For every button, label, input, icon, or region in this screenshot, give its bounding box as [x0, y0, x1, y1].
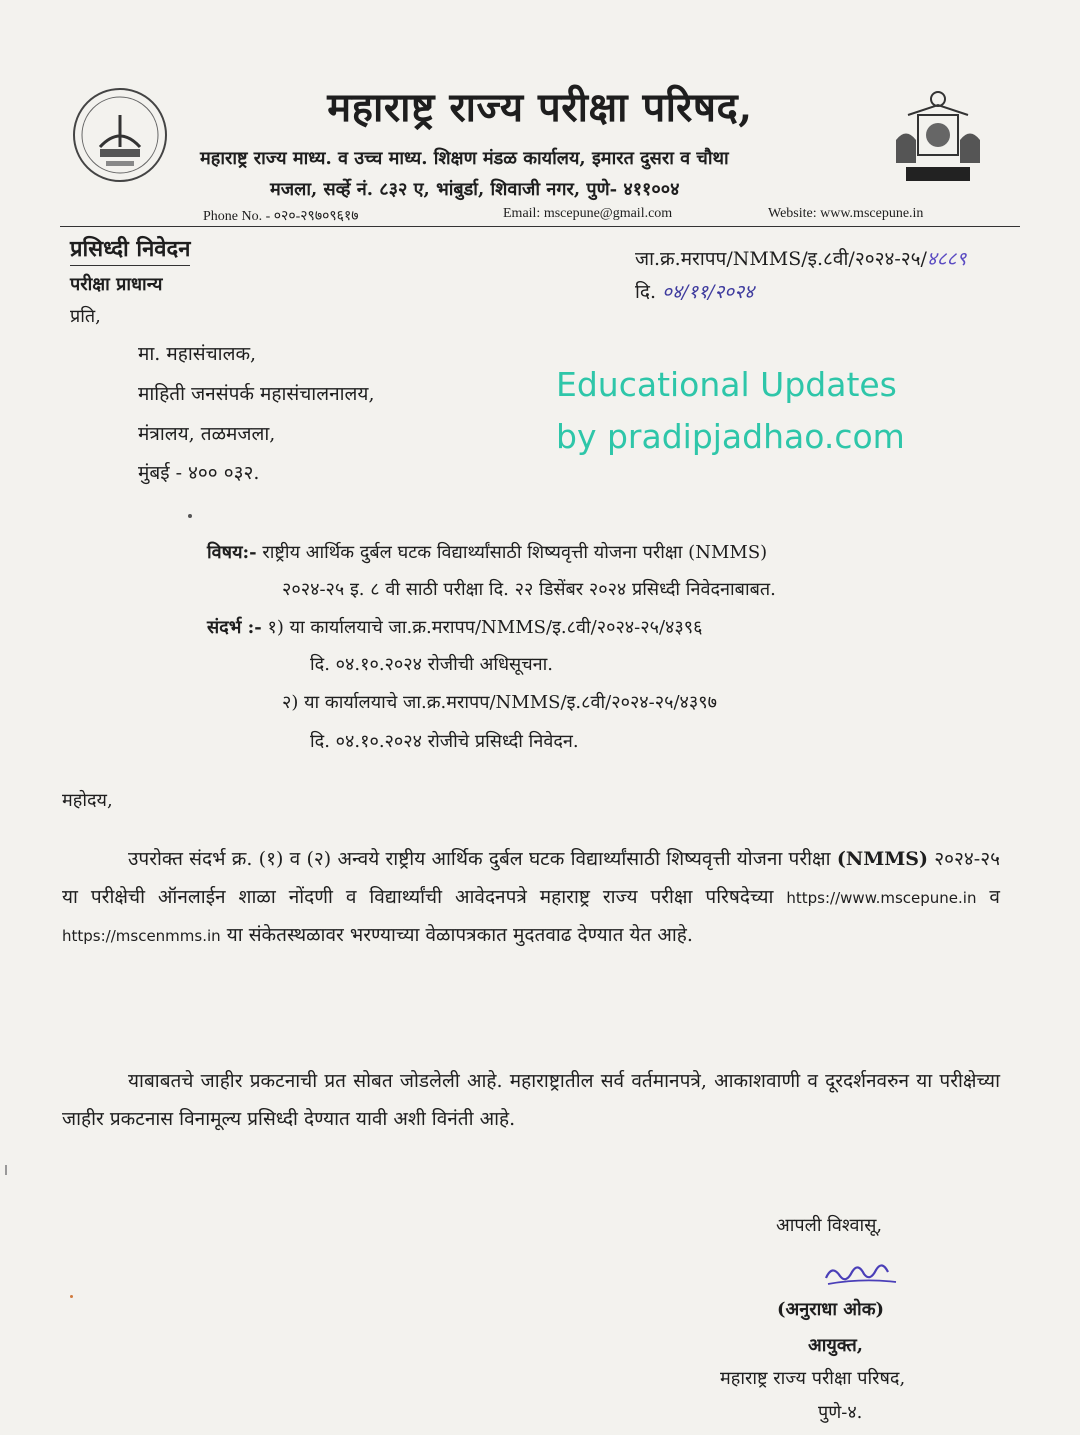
reference-2-line-1: २) या कार्यालयाचे जा.क्र.मरापप/NMMS/इ.८वी/२०२४-२५/४३९७ — [282, 692, 717, 713]
website-address: Website: www.mscepune.in — [768, 206, 924, 221]
address-line-2: मजला, सर्व्हे नं. ८३२ ए, भांबुर्डा, शिवाजी नगर, पुणे- ४११००४ — [270, 179, 680, 200]
subject-line-1 — [207, 540, 767, 564]
phone-number: Phone No. - ०२०-२९७०९६१७ — [203, 209, 359, 224]
subject-line-2: २०२४-२५ इ. ८ वी साठी परीक्षा दि. २२ डिसेंबर २०२४ प्रसिध्दी निवेदनाबाबत. — [282, 579, 776, 600]
reference-date-label: दि. — [635, 281, 657, 303]
signatory-city: पुणे-४. — [818, 1402, 863, 1423]
reference-1-line-1 — [207, 615, 702, 639]
watermark-line-1: Educational Updates — [556, 365, 897, 404]
reference-number-handwritten: ४८८९ — [926, 248, 967, 270]
paragraph-1-url-2: https://mscenmms.in — [62, 927, 221, 945]
signatory-designation: आयुक्त, — [808, 1335, 864, 1356]
signatory-office: महाराष्ट्र राज्य परीक्षा परिषद, — [720, 1368, 906, 1389]
paragraph-1-and: व — [976, 885, 1000, 908]
paragraph-1-mid: २०२४-२५ या परीक्षेची ऑनलाईन शाळा नोंदणी व विद्यार्थ्यांची आवेदनपत्रे महाराष्ट्र राज्य परीक्षा परिषदेच्या — [62, 848, 1000, 908]
recipient-line-4: मुंबई - ४०० ०३२. — [138, 462, 260, 484]
reference-number-printed: जा.क्र.मरापप/NMMS/इ.८वी/२०२४-२५/ — [635, 248, 927, 270]
signature-scribble — [822, 1252, 902, 1292]
subject-text-1: राष्ट्रीय आर्थिक दुर्बल घटक विद्यार्थ्यांसाठी शिष्यवृत्ती योजना परीक्षा (NMMS) — [262, 542, 768, 563]
reference-date-handwritten: ०४/११/२०२४ — [662, 281, 754, 303]
paragraph-1-url-1: https://www.mscepune.in — [786, 888, 977, 907]
reference-2-line-2: दि. ०४.१०.२०२४ रोजीचे प्रसिध्दी निवेदन. — [310, 731, 579, 752]
paragraph-2: याबाबतचे जाहीर प्रकटनाची प्रत सोबत जोडलेली आहे. महाराष्ट्रातील सर्व वर्तमानपत्रे, आकाशवाणी व दूरदर्शनवरुन या परीक्षेच्या जाहीर प्रकटनास विनामूल्य प्रसिध्दी देण्यात यावी अशी विनंती आहे. — [62, 1070, 1000, 1130]
reference-1-text: १) या कार्यालयाचे जा.क्र.मरापप/NMMS/इ.८वी/२०२४-२५/४३९६ — [267, 617, 703, 638]
reference-date — [635, 278, 754, 304]
header-divider — [60, 226, 1020, 227]
paragraph-1-bold: (NMMS) — [836, 848, 928, 870]
paragraph-1-lead: उपरोक्त संदर्भ क्र. (१) व (२) अन्वये राष्ट्रीय आर्थिक दुर्बल घटक विद्यार्थ्यांसाठी शिष्यवृत्ती योजना परीक्षा — [128, 848, 837, 870]
email-address: Email: mscepune@gmail.com — [503, 206, 673, 221]
references-label: संदर्भ :- — [207, 617, 262, 638]
priority-label: परीक्षा प्राधान्य — [70, 274, 163, 295]
paragraph-1 — [62, 841, 1000, 956]
to-label: प्रति, — [70, 306, 101, 327]
subject-label: विषय:- — [207, 542, 257, 563]
recipient-line-3: मंत्रालय, तळमजला, — [138, 423, 276, 445]
paragraph-1-tail: या संकेतस्थळावर भरण्याच्या वेळापत्रकात मुदतवाढ देण्यात येत आहे. — [220, 924, 693, 946]
reference-number — [635, 245, 966, 271]
recipient-line-1: मा. महासंचालक, — [138, 343, 257, 365]
speck — [188, 514, 192, 518]
reference-1-line-2: दि. ०४.१०.२०२४ रोजीची अधिसूचना. — [310, 654, 554, 675]
salutation: महोदय, — [62, 790, 113, 811]
notice-heading: प्रसिध्दी निवेदन — [70, 233, 190, 266]
watermark-line-2: by pradipjadhao.com — [556, 417, 905, 456]
organization-title: महाराष्ट्र राज्य परीक्षा परिषद, — [327, 84, 753, 131]
signatory-name: (अनुराधा ओक) — [777, 1299, 885, 1320]
address-line-1: महाराष्ट्र राज्य माध्य. व उच्च माध्य. शिक्षण मंडळ कार्यालय, इमारत दुसरा व चौथा — [200, 148, 729, 169]
recipient-line-2: माहिती जनसंपर्क महासंचालनालय, — [138, 383, 375, 405]
orange-speck — [70, 1295, 73, 1298]
edge-mark — [5, 1165, 7, 1175]
closing: आपली विश्वासू, — [776, 1215, 883, 1236]
